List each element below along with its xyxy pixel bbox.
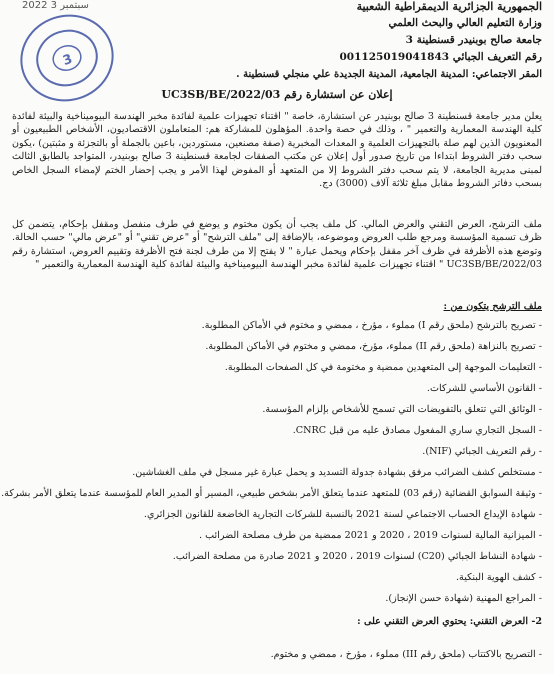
header-republic: الجمهورية الجزائرية الديمقراطية الشعبية bbox=[356, 0, 542, 13]
announcement-title: إعلان عن استشارة رقم 03/UC3SB/BE/2022 bbox=[161, 88, 393, 101]
intro-paragraph: يعلن مدير جامعة قسنطينة 3 صالح بوبنيدر عن استشارة، خاصة " اقتناء تجهيزات علمية لفائدة مخبر الهندسة البيوميناخية والبيئة لفائدة كلية الهندسة المعمارية والتعمير " ، وذلك في حصة واحدة. المؤهلون للمشاركة هم: المتعاملون الاقتصاديون، الأشخاص الطبيعيون أو المعنويون الذين لهم صلة بالتجهيزات العلمية و المعدات المخبرية (صفة مصنعين، مستوردين، باعين بالجملة أو بالتجزئة و مثبتين) ،يكون سحب دفتر الشروط ابتداءا من تاريخ صدور أول إعلان عن مكتب الصفقات لجامعة قسنطينة 3 صالح بوبنيدر، المتواجد بالطابق الثالث لمبنى مديرية الجامعة، لا يتم سحب دفتر الشروط إلا من المتعهد أو المفوض لهذا الأمر و يجب إحضار الختم لإمضاء السجل الخاص بسحب دفاتر الشروط مقابل مبلغ ثلاثة آلاف (3000) دج. bbox=[12, 111, 542, 190]
list-item: - القانون الأساسي للشركات. bbox=[426, 383, 542, 394]
list-item: - الميزانية المالية لسنوات 2019 ، 2020 و 2021 ممضية من طرف مصلحة الضرائب . bbox=[198, 530, 542, 541]
header-tax-id: رقم التعريف الجبائي 001125019041843 bbox=[339, 51, 542, 63]
list-item: - التصريح بالاكتتاب (ملحق رقم III) مملوء ، مؤرخ ، ممضي و مختوم. bbox=[270, 649, 542, 660]
list-item: - الوثائق التي تتعلق بالتفويضات التي تسمح للأشخاص بإلزام المؤسسة. bbox=[262, 404, 542, 415]
list-item: - تصريح بالترشح (ملحق رقم I) مملوء ، مؤرخ ، ممضي و مختوم في الأماكن المطلوبة. bbox=[201, 320, 542, 331]
list-item: - رقم التعريف الجبائي (NIF). bbox=[422, 446, 542, 457]
list-item: - المراجع المهنية (شهادة حسن الإنجاز). bbox=[385, 593, 542, 604]
section-technical-offer: 2- العرض التقني: يحتوي العرض التقني على : bbox=[357, 616, 542, 627]
list-item: - شهادة الإيداع الحساب الاجتماعي لسنة 2021 بالنسبة للشركات التجارية الخاضعة للقانون الجزائري. bbox=[143, 509, 542, 520]
svg-text:3: 3 bbox=[61, 51, 75, 69]
list-item: - وثيقة السوابق القضائية (رقم 03) للمتعهد عندما يتعلق الأمر بشخص طبيعي، المسير أو المدير العام للمؤسسة عندما يتعلق الأمر بشركة. bbox=[1, 488, 542, 499]
header-university: جامعة صالح بوبنيدر قسنطينة 3 bbox=[405, 34, 542, 46]
list-item: - التعليمات الموجهة إلى المتعهدين ممضية و مختومة في كل الصفحات المطلوبة. bbox=[224, 362, 542, 373]
list-item: - كشف الهوية البنكية. bbox=[456, 572, 542, 583]
list-item: - شهادة النشاط الجبائي (C20) لسنوات 2019 ، 2020 و 2021 صادرة من مصلحة الضرائب. bbox=[172, 551, 542, 562]
header-date: 2022 سبتمبر 3 bbox=[22, 0, 89, 11]
header-address: المقر الاجتماعي: المدينة الجامعية، المدينة الجديدة علي منجلي قسنطينة . bbox=[236, 69, 542, 80]
list-item: - السجل التجاري ساري المفعول مصادق عليه من قبل CNRC. bbox=[292, 425, 542, 436]
list-item: - تصريح بالنزاهة (ملحق رقم II) مملوء، مؤرخ، ممضي و مختوم في الأماكن المطلوبة. bbox=[205, 341, 542, 352]
list-item: - مستخلص كشف الضرائب مرفق بشهادة جدولة التسديد و يحمل عبارة غير مسجل في ملف الغشاشين. bbox=[132, 467, 542, 478]
bid-paragraph: ملف الترشح، العرض التقني والعرض المالي. كل ملف يجب أن يكون مختوم و يوضع في طرف منفصل ومقفل بإحكام، يتضمن كل ظرف تسمية المؤسسة ومرجع طلب العروض وموضوعه، بالإضافة إلى "ملف الترشح" أو "عرض تقني" أو "عرض مالي" حسب الحالة. وتوضع هذه الأظرفة في ظرف آخر مقفل بإحكام ويحمل عبارة " لا يفتح إلا من طرف لجنة فتح الأظرفة وتقييم العروض، استشارة رقم 03/UC3SB/BE/2022 " اقتناء تجهيزات علمية لفائدة مخبر الهندسة البيوميناخية والبيئة لفائدة كلية الهندسة المعمارية والتعمير " bbox=[12, 219, 542, 271]
section-application-file: ملف الترشح يتكون من : bbox=[443, 301, 542, 312]
header-ministry: وزارة التعليم العالي والبحث العلمي bbox=[388, 17, 542, 29]
